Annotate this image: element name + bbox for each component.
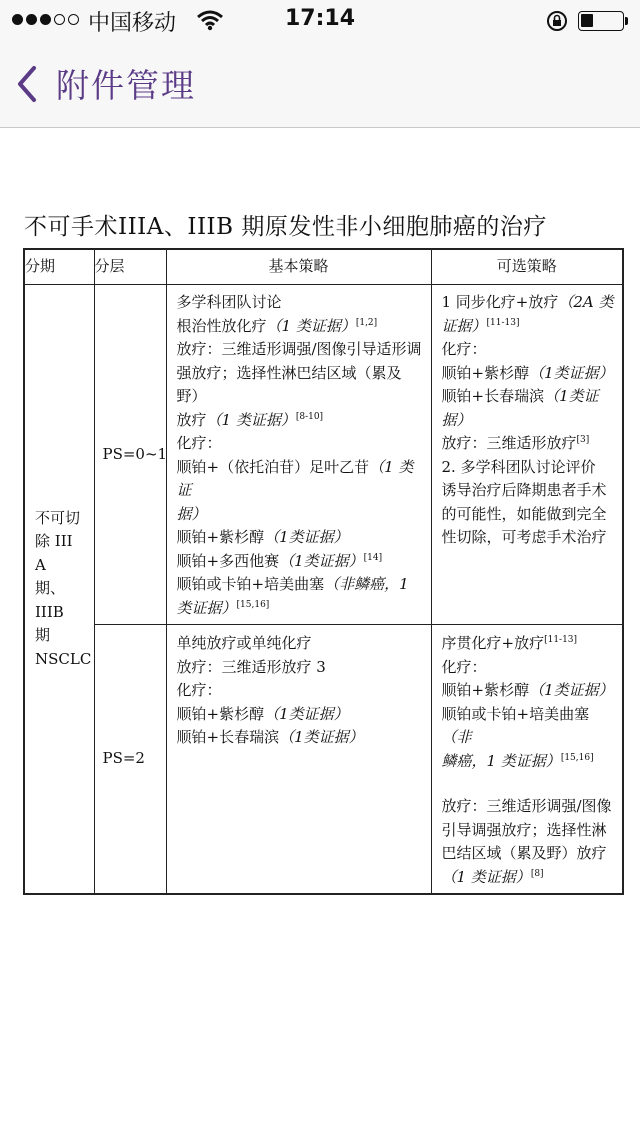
navigation-bar xyxy=(0,40,640,128)
cell-line xyxy=(177,632,423,656)
evidence-level: （1 类证 xyxy=(176,457,414,499)
cell-line xyxy=(442,773,615,795)
cell-line xyxy=(177,456,423,503)
line-text: 引导调强放疗；选择性淋 xyxy=(441,820,607,839)
cell-line xyxy=(177,679,423,703)
line-text: 放疗：三维适形调强/图像引导适形调 xyxy=(176,340,422,358)
line-text: 根治性放化疗 xyxy=(176,316,267,335)
line-text: 顺铂+紫杉醇 xyxy=(441,681,530,699)
reference-citation: [11-13] xyxy=(544,635,578,645)
optional-strategy-cell xyxy=(431,285,623,625)
evidence-level: （1类证据） xyxy=(264,528,349,546)
header-stage: 分期 xyxy=(24,249,94,285)
cell-line xyxy=(442,503,615,527)
layer-cell: PS=2 xyxy=(94,625,166,895)
stage-line: 除 III A xyxy=(35,532,73,574)
line-text: 化疗： xyxy=(176,434,222,452)
basic-strategy-cell xyxy=(166,625,431,895)
line-text: 顺铂+（依托泊苷）足叶乙苷 xyxy=(176,457,370,476)
line-text: 性切除，可考虑手术治疗 xyxy=(441,528,607,546)
battery-icon xyxy=(578,11,624,31)
evidence-level: （2A 类 xyxy=(558,293,614,311)
cell-line xyxy=(442,656,615,680)
evidence-level: 鳞癌，1 类证据） xyxy=(441,751,561,770)
evidence-level: （1类证据） xyxy=(529,363,614,382)
cell-line xyxy=(442,526,615,550)
orientation-lock-icon xyxy=(545,10,569,32)
evidence-level: （1类证据） xyxy=(264,704,349,723)
carrier-name: 中国移动 xyxy=(88,11,177,36)
cell-line xyxy=(442,795,615,819)
cell-line xyxy=(177,726,423,750)
line-text: 多学科团队讨论 xyxy=(176,293,282,311)
status-bar xyxy=(0,0,640,40)
cell-line xyxy=(177,573,423,597)
reference-citation: [1,2] xyxy=(355,317,378,328)
line-text: 顺铂+长春瑞滨 xyxy=(441,387,545,405)
cell-line xyxy=(177,656,423,680)
line-text: 顺铂或卡铂+培美曲塞 xyxy=(176,575,325,593)
evidence-level: （非鳞癌，1 xyxy=(324,575,409,593)
evidence-level: （1类证据） xyxy=(441,387,599,429)
evidence-level: （1 类证据） xyxy=(441,867,531,886)
line-text: 放疗：三维适形放疗 3 xyxy=(176,657,326,676)
cell-line xyxy=(442,479,615,503)
cell-line xyxy=(442,866,615,890)
stage-line: 期 xyxy=(35,626,51,645)
cell-line xyxy=(442,291,615,315)
line-text: 化疗： xyxy=(176,681,222,699)
page-title: 附件管理 xyxy=(56,66,196,105)
table-header-row xyxy=(24,249,623,285)
reference-citation: [14] xyxy=(363,552,383,563)
line-text: 1 同步化疗+放疗 xyxy=(441,293,559,311)
reference-citation: [15,16] xyxy=(236,599,270,610)
evidence-level: 类证据） xyxy=(176,598,237,617)
line-text: 顺铂或卡铂+培美曲塞 xyxy=(441,704,590,723)
line-text: 放疗 xyxy=(176,410,207,429)
line-text: 的可能性，如能做到完全 xyxy=(441,504,607,523)
stage-cell xyxy=(24,285,94,895)
cell-line xyxy=(177,315,423,339)
evidence-level: （1类证据） xyxy=(279,728,364,746)
cell-line xyxy=(442,315,615,339)
cell-line xyxy=(177,503,423,527)
clock: 17:14 xyxy=(284,6,356,31)
header-optional-strategy: 可选策略 xyxy=(431,249,623,285)
cell-line xyxy=(442,362,615,386)
evidence-level: （1类证据） xyxy=(279,551,364,570)
cell-line xyxy=(177,362,423,409)
cell-line xyxy=(442,338,615,362)
cell-line xyxy=(177,291,423,315)
chevron-left-icon xyxy=(12,62,42,106)
cell-line xyxy=(442,819,615,843)
line-text: 巴结区域（累及野）放疗 xyxy=(441,844,607,862)
cell-line xyxy=(442,703,615,750)
back-button[interactable] xyxy=(12,62,52,106)
evidence-level: （非 xyxy=(441,728,472,746)
line-text: 2. 多学科团队讨论评价 xyxy=(441,457,596,476)
treatment-table xyxy=(23,248,624,895)
reference-citation: [3] xyxy=(576,435,590,445)
evidence-level: （1类证据） xyxy=(529,681,614,699)
reference-citation: [8-10] xyxy=(295,411,324,422)
line-text: 顺铂+长春瑞滨 xyxy=(176,728,280,746)
cell-line xyxy=(442,750,615,774)
cell-line xyxy=(442,385,615,432)
evidence-level: 据） xyxy=(176,504,207,523)
reference-citation: [15,16] xyxy=(560,752,594,763)
line-text: 强放疗；选择性淋巴结区域（累及野） xyxy=(176,363,402,405)
battery-tip xyxy=(625,17,628,25)
evidence-level: （1 类证据） xyxy=(206,410,296,429)
line-text: 诱导治疗后降期患者手术 xyxy=(441,481,607,499)
reference-citation: [8] xyxy=(530,868,544,879)
optional-strategy-cell xyxy=(431,625,623,895)
document-title: 不可手术IIIA、IIIB 期原发性非小细胞肺癌的治疗 xyxy=(24,214,547,240)
line-text: 单纯放疗或单纯化疗 xyxy=(176,634,312,652)
line-text: 顺铂+紫杉醇 xyxy=(176,528,265,546)
header-basic-strategy: 基本策略 xyxy=(166,249,431,285)
line-text: 放疗：三维适形调强/图像 xyxy=(441,797,612,815)
cell-line xyxy=(177,338,423,362)
stage-line: 不可切 xyxy=(35,508,81,527)
cell-line xyxy=(442,842,615,866)
line-text: 化疗： xyxy=(441,657,487,676)
cell-line xyxy=(442,432,615,456)
battery-level xyxy=(581,14,593,27)
cell-line xyxy=(177,550,423,574)
line-text: 顺铂+紫杉醇 xyxy=(441,363,530,382)
line-text: 顺铂+紫杉醇 xyxy=(176,704,265,723)
stage-line: NSCLC xyxy=(35,649,92,668)
header-layer: 分层 xyxy=(94,249,166,285)
line-text: 顺铂+多西他赛 xyxy=(176,551,280,570)
line-text: 放疗：三维适形放疗 xyxy=(441,434,577,452)
line-text: 化疗： xyxy=(441,340,487,358)
evidence-level: （1 类证据） xyxy=(266,316,356,335)
cell-line xyxy=(177,432,423,456)
cell-line xyxy=(177,526,423,550)
cell-line xyxy=(442,456,615,480)
stage-line: 期、IIIB xyxy=(35,579,66,621)
line-text: 序贯化疗+放疗 xyxy=(441,634,545,652)
table-row xyxy=(24,625,623,895)
cell-line xyxy=(442,632,615,656)
cell-line xyxy=(177,409,423,433)
cell-line xyxy=(177,597,423,621)
basic-strategy-cell xyxy=(166,285,431,625)
table-row xyxy=(24,285,623,625)
layer-cell: PS=0~1 xyxy=(94,285,166,625)
cell-line xyxy=(177,703,423,727)
reference-citation: [11-13] xyxy=(486,317,520,328)
cell-line xyxy=(442,679,615,703)
evidence-level: 证据） xyxy=(441,316,487,335)
